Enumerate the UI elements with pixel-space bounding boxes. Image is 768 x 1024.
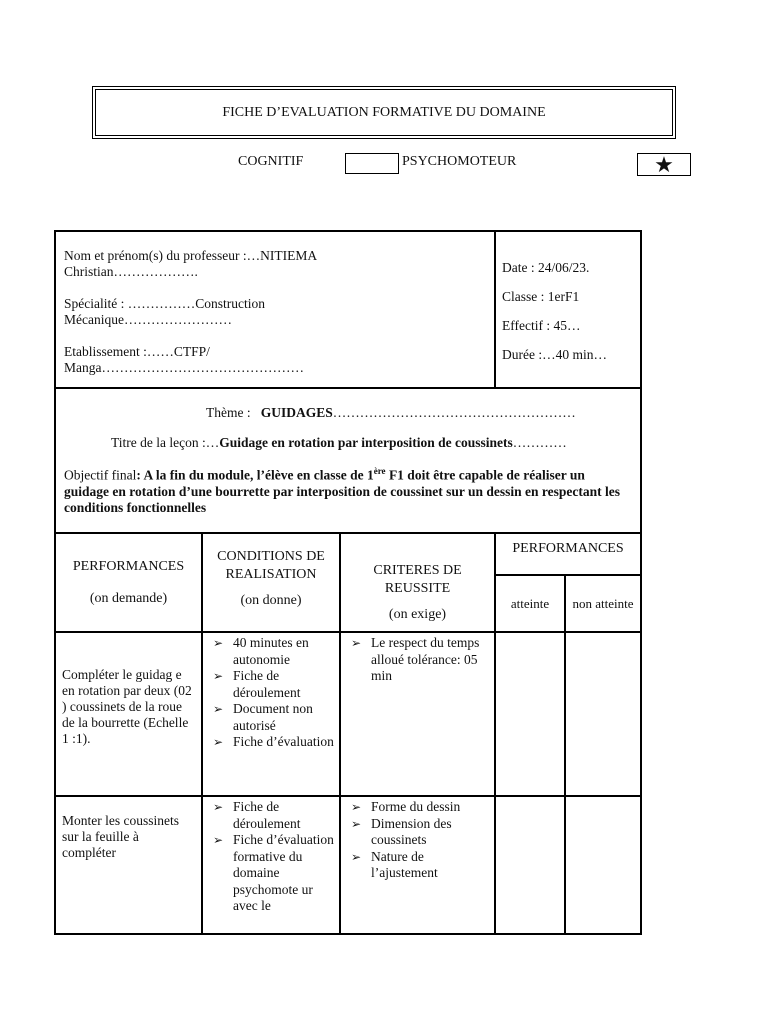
table-row — [55, 796, 641, 934]
row1-performance — [55, 632, 202, 796]
psychomoteur-checkbox[interactable] — [637, 153, 691, 176]
evaluation-table — [54, 230, 642, 935]
header-conditions-sub: (on donne) — [240, 593, 302, 608]
cognitif-label: COGNITIF — [238, 154, 304, 169]
list-item: ➢ Nature de l’ajustement — [349, 849, 490, 882]
row2-non-atteinte-cell[interactable] — [565, 796, 641, 934]
theme-dots: ……………………………………………… — [332, 405, 576, 420]
objective-superscript: ère — [373, 466, 386, 476]
header-performances-label: PERFORMANCES — [72, 558, 185, 574]
psychomoteur-label: PSYCHOMOTEUR — [402, 154, 517, 169]
list-item: ➢ 40 minutes en autonomie — [211, 635, 335, 668]
lesson-title-value: Guidage en rotation par interposition de coussinets — [219, 435, 513, 450]
header-criteres — [340, 533, 495, 632]
header-atteinte: atteinte — [495, 575, 565, 632]
specialite-field: Spécialité : ……………Construction Mécanique…………………… — [64, 296, 265, 327]
row2-conditions — [202, 796, 340, 934]
row1-atteinte-cell[interactable] — [495, 632, 565, 796]
document-title: FICHE D’EVALUATION FORMATIVE DU DOMAINE — [95, 89, 673, 136]
etablissement-field: Etablissement :……CTFP/ Manga……………………………………… — [64, 344, 304, 375]
title-frame — [92, 86, 676, 139]
list-item: ➢ Dimension des coussinets — [349, 816, 490, 849]
domain-selector — [0, 153, 768, 177]
list-item: ➢ Fiche de déroulement — [211, 668, 335, 701]
lesson-title-label: Titre de la leçon :… — [111, 435, 220, 450]
header-conditions — [202, 533, 340, 632]
classe-field: Classe : 1erF1 — [502, 289, 580, 304]
list-item: ➢ Document non autorisé — [211, 701, 335, 734]
list-item: ➢ Fiche d’évaluation — [211, 734, 335, 751]
professeur-field: Nom et prénom(s) du professeur :…NITIEMA Christian………………. — [64, 248, 317, 279]
theme-value: GUIDAGES — [260, 405, 333, 420]
objective-text-1: : A la fin du module, l’élève en classe de 1 — [136, 467, 374, 483]
list-item: ➢ Fiche de déroulement — [211, 799, 335, 832]
row1-conditions — [202, 632, 340, 796]
row2-performance-text: Monter les coussinets sur la feuille à compléter — [62, 813, 179, 860]
header-criteres-sub: (on exige) — [388, 607, 447, 622]
theme-label: Thème : — [206, 405, 251, 420]
theme-line — [64, 405, 632, 421]
objective-text-2: F1 doit être capable de réaliser un guidage en rotation d’une bourrette par interposition de coussinet sur un dessin en respectant les conditions fonctionnelles — [64, 467, 621, 515]
list-item: ➢ Fiche d’évaluation formative du domaine psychomote ur avec le — [211, 832, 335, 915]
objective-paragraph — [64, 463, 632, 516]
header-performances — [55, 533, 202, 632]
objective-label: Objectif final — [64, 467, 137, 483]
row2-atteinte-cell[interactable] — [495, 796, 565, 934]
row1-non-atteinte-cell[interactable] — [565, 632, 641, 796]
date-field: Date : 24/06/23. — [502, 260, 590, 275]
list-item: ➢ Forme du dessin — [349, 799, 490, 816]
lesson-title-line — [64, 435, 632, 451]
class-info-cell — [495, 231, 641, 388]
star-icon: ★ — [654, 151, 674, 177]
row1-performance-text: Compléter le guidag e en rotation par deux (02 ) coussinets de la roue de la bourrette (Echelle 1 :1). — [62, 667, 192, 746]
row1-criteres — [340, 632, 495, 796]
effectif-field: Effectif : 45… — [502, 318, 581, 333]
lesson-title-dots: ………… — [512, 435, 567, 450]
header-performances-sub: (on demande) — [89, 590, 168, 606]
duree-field: Durée :…40 min… — [502, 347, 607, 362]
list-item: ➢ Le respect du temps alloué tolérance: 05 min — [349, 635, 490, 685]
table-row — [55, 632, 641, 796]
teacher-info-cell — [55, 231, 495, 388]
header-conditions-label: CONDITIONS DE REALISATION — [217, 549, 325, 582]
cognitif-checkbox[interactable] — [345, 153, 399, 174]
row2-performance — [55, 796, 202, 934]
header-performances-eval: PERFORMANCES — [495, 533, 641, 575]
row2-criteres — [340, 796, 495, 934]
header-criteres-label: CRITERES DE REUSSITE — [373, 563, 462, 596]
theme-cell — [55, 388, 641, 533]
header-non-atteinte: non atteinte — [565, 575, 641, 632]
